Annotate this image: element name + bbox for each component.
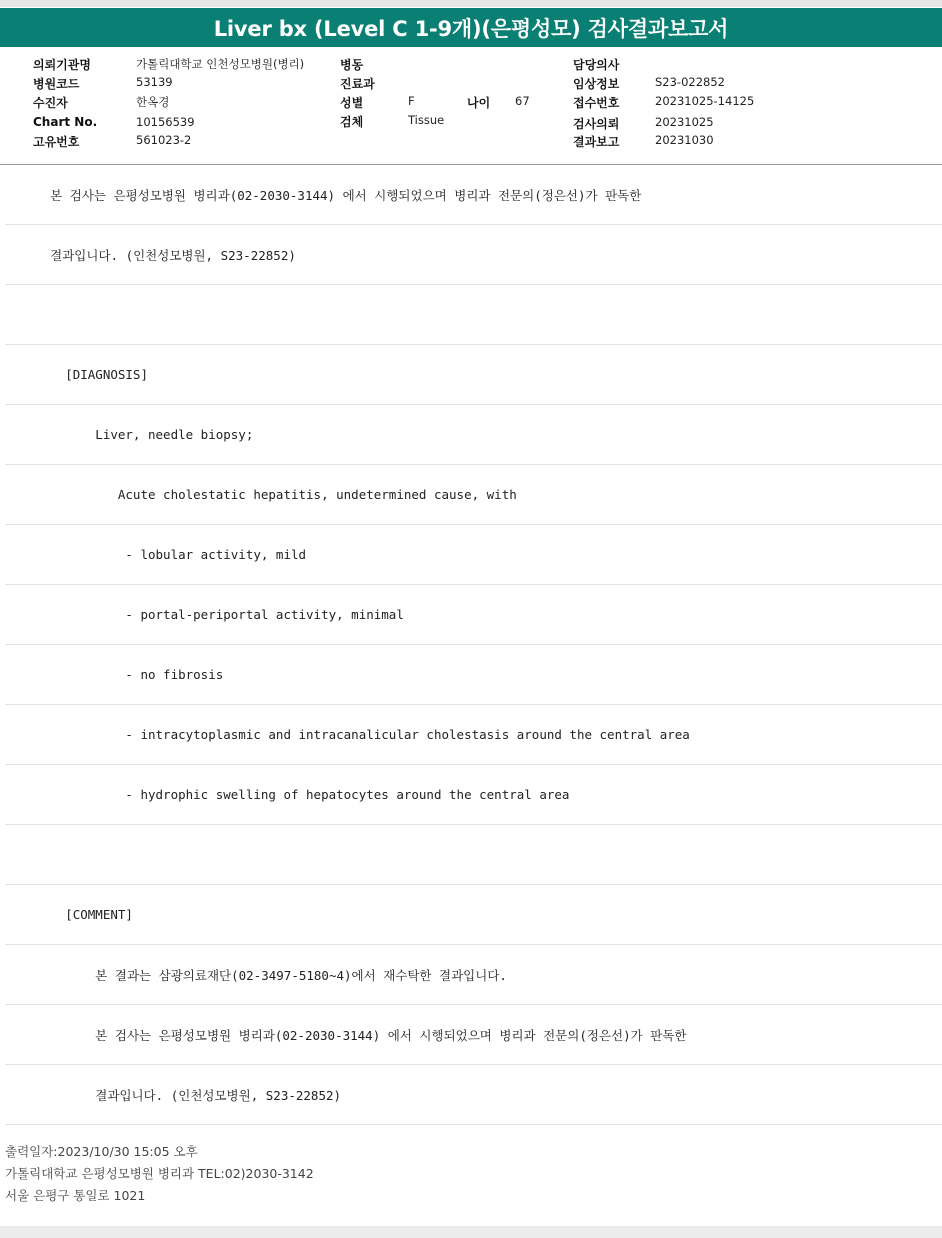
- bottom-strip: [0, 1226, 942, 1238]
- info-value-institution: 가톨릭대학교 인천성모병원(병리): [136, 57, 305, 71]
- info-label-hospital-code: 병원코드: [33, 77, 80, 91]
- info-label-ward: 병동: [340, 58, 364, 72]
- footer-printed-date: 출력일자:2023/10/30 15:05 오후: [5, 1144, 198, 1159]
- info-label-report-date: 결과보고: [573, 135, 620, 149]
- report-line: 본 검사는 은평성모병원 병리과(02-2030-3144) 에서 시행되었으며 병리과 전문의(정은선)가 판독한: [5, 1005, 942, 1065]
- info-value-specimen: Tissue: [408, 113, 445, 127]
- info-value-age: 67: [515, 94, 530, 108]
- info-label-chart-no: Chart No.: [33, 115, 98, 129]
- patient-info-header: [0, 47, 942, 165]
- info-label-doctor: 담당의사: [573, 58, 620, 72]
- report-line: - lobular activity, mild: [5, 525, 942, 585]
- report-line: - intracytoplasmic and intracanalicular cholestasis around the central area: [5, 705, 942, 765]
- info-value-clinical-info: S23-022852: [655, 75, 725, 89]
- info-value-report-date: 20231030: [655, 133, 714, 147]
- diagnosis-heading: [DIAGNOSIS]: [5, 345, 942, 405]
- info-label-patient: 수진자: [33, 96, 68, 110]
- report-line: Liver, needle biopsy;: [5, 405, 942, 465]
- info-label-unique-no: 고유번호: [33, 135, 80, 149]
- info-value-receipt-no: 20231025-14125: [655, 94, 755, 108]
- comment-heading: [COMMENT]: [5, 885, 942, 945]
- report-line: Acute cholestatic hepatitis, undetermined cause, with: [5, 465, 942, 525]
- info-label-clinical-info: 임상정보: [573, 77, 620, 91]
- info-value-sex: F: [408, 94, 415, 108]
- info-label-request-date: 검사의뢰: [573, 117, 620, 131]
- info-value-chart-no: 10156539: [136, 115, 195, 129]
- footer-organization: 가톨릭대학교 은평성모병원 병리과 TEL:02)2030-3142: [5, 1166, 314, 1181]
- info-label-institution: 의뢰기관명: [33, 58, 91, 72]
- report-title: Liver bx (Level C 1-9개)(은평성모) 검사결과보고서: [0, 8, 942, 47]
- report-line-blank: [5, 285, 942, 345]
- report-line-blank: [5, 825, 942, 885]
- info-label-receipt-no: 접수번호: [573, 96, 620, 110]
- info-value-patient: 한옥경: [136, 95, 170, 109]
- report-line: - hydrophic swelling of hepatocytes around the central area: [5, 765, 942, 825]
- info-label-specimen: 검체: [340, 115, 364, 129]
- report-body: [5, 165, 942, 1125]
- report-line: 결과입니다. (인천성모병원, S23-22852): [5, 225, 942, 285]
- footer-address: 서울 은평구 통일로 1021: [5, 1188, 146, 1203]
- info-label-department: 진료과: [340, 77, 375, 91]
- info-label-age: 나이: [467, 96, 491, 110]
- top-gap: [0, 0, 942, 7]
- info-label-sex: 성별: [340, 96, 364, 110]
- report-footer: [5, 1141, 314, 1207]
- report-line: 결과입니다. (인천성모병원, S23-22852): [5, 1065, 942, 1125]
- report-line: 본 검사는 은평성모병원 병리과(02-2030-3144) 에서 시행되었으며 병리과 전문의(정은선)가 판독한: [5, 165, 942, 225]
- report-line: - no fibrosis: [5, 645, 942, 705]
- report-line: 본 결과는 삼광의료재단(02-3497-5180~4)에서 재수탁한 결과입니다.: [5, 945, 942, 1005]
- info-value-unique-no: 561023-2: [136, 133, 192, 147]
- info-value-request-date: 20231025: [655, 115, 714, 129]
- report-line: - portal-periportal activity, minimal: [5, 585, 942, 645]
- info-value-hospital-code: 53139: [136, 75, 173, 89]
